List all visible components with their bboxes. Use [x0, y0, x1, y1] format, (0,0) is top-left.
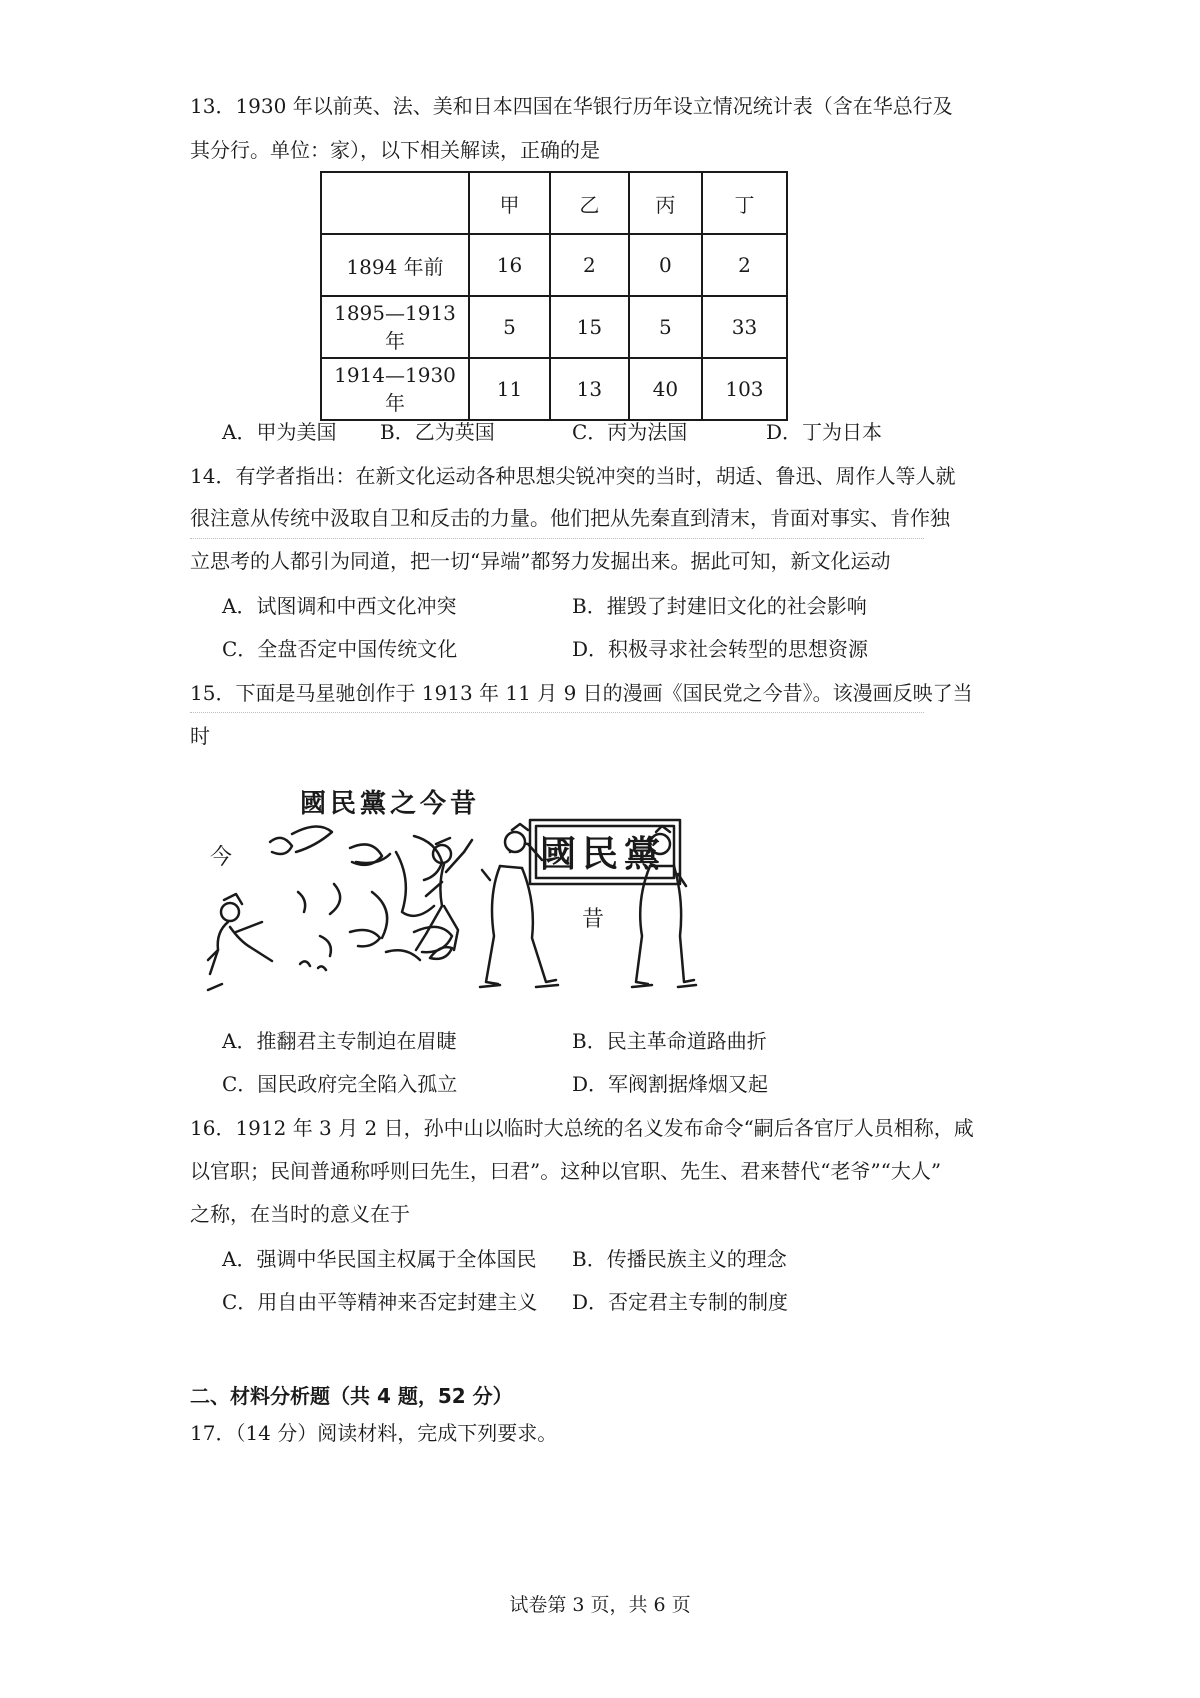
table-cell: 0 [629, 234, 702, 296]
table-cell: 2 [550, 234, 629, 296]
q14-option-a: A．试图调和中西文化冲突 [222, 594, 457, 618]
table-row-label: 1914—1930 年 [321, 358, 469, 420]
cartoon-title: 國民黨之今昔 [300, 789, 481, 819]
q16-option-d: D．否定君主专制的制度 [572, 1290, 789, 1314]
table-row [321, 296, 787, 358]
bank-statistics-table [320, 171, 788, 421]
q15-option-b: B．民主革命道路曲折 [572, 1029, 767, 1053]
q13-option-b: B．乙为英国 [380, 420, 495, 444]
page-footer: 试卷第 3 页，共 6 页 [509, 1594, 691, 1616]
table-row [321, 234, 787, 296]
table-header-cell: 丁 [702, 172, 787, 234]
table-cell: 103 [702, 358, 787, 420]
q14-option-d: D．积极寻求社会转型的思想资源 [572, 637, 869, 661]
table-cell: 16 [469, 234, 550, 296]
section-title: 二、材料分析题（共 4 题，52 分） [190, 1384, 513, 1408]
q16-option-c: C．用自由平等精神来否定封建主义 [222, 1290, 538, 1314]
q16-line-1: 16．1912 年 3 月 2 日，孙中山以临时大总统的名义发布命令“嗣后各官厅人员相称，咸 [190, 1116, 974, 1140]
table-cell: 33 [702, 296, 787, 358]
dotted-rule [190, 712, 924, 713]
table-header-cell: 丙 [629, 172, 702, 234]
table-row-label: 1895—1913 年 [321, 296, 469, 358]
table-header-cell: 乙 [550, 172, 629, 234]
table-header-cell: 甲 [469, 172, 550, 234]
q14-option-b: B．摧毁了封建旧文化的社会影响 [572, 594, 867, 618]
q14-line-1: 14．有学者指出：在新文化运动各种思想尖锐冲突的当时，胡适、鲁迅、周作人等人就 [190, 464, 956, 488]
q13-line-1: 13．1930 年以前英、法、美和日本四国在华银行历年设立情况统计表（含在华总行及 [190, 94, 953, 118]
q15-option-d: D．军阀割据烽烟又起 [572, 1072, 769, 1096]
q15-option-a: A．推翻君主专制迫在眉睫 [222, 1029, 457, 1053]
table-row [321, 358, 787, 420]
table-row-label: 1894 年前 [321, 234, 469, 296]
table-cell: 15 [550, 296, 629, 358]
table-cell: 11 [469, 358, 550, 420]
q16-option-b: B．传播民族主义的理念 [572, 1247, 787, 1271]
cartoon-sign-text: 國民黨 [540, 833, 667, 875]
cartoon-drawing [200, 782, 700, 997]
q14-line-2: 很注意从传统中汲取自卫和反击的力量。他们把从先秦直到清末，肯面对事实、肯作独 [190, 506, 950, 530]
table-cell: 40 [629, 358, 702, 420]
table-cell: 2 [702, 234, 787, 296]
table-cell: 5 [629, 296, 702, 358]
q13-option-a: A．甲为美国 [222, 420, 337, 444]
q16-line-3: 之称，在当时的意义在于 [190, 1202, 410, 1226]
q14-option-c: C．全盘否定中国传统文化 [222, 637, 458, 661]
q17-line-1: 17．（14 分）阅读材料，完成下列要求。 [190, 1421, 558, 1445]
q14-line-3: 立思考的人都引为同道，把一切“异端”都努力发掘出来。据此可知，新文化运动 [190, 549, 891, 573]
cartoon-left-char: 今 [210, 845, 233, 870]
q13-option-c: C．丙为法国 [572, 420, 688, 444]
q13-line-2: 其分行。单位：家），以下相关解读，正确的是 [190, 138, 600, 162]
q15-line-2: 时 [190, 724, 210, 748]
table-header-row [321, 172, 787, 234]
cartoon-right-char: 昔 [582, 907, 605, 932]
dotted-rule [190, 538, 924, 539]
table-cell: 5 [469, 296, 550, 358]
q15-option-c: C．国民政府完全陷入孤立 [222, 1072, 458, 1096]
q16-line-2: 以官职；民间普通称呼则曰先生，曰君”。这种以官职、先生、君来替代“老爷”“大人” [190, 1159, 942, 1183]
q13-option-d: D．丁为日本 [766, 420, 883, 444]
q15-line-1: 15．下面是马星驰创作于 1913 年 11 月 9 日的漫画《国民党之今昔》。该漫画反映了当 [190, 681, 973, 705]
q16-option-a: A．强调中华民国主权属于全体国民 [222, 1247, 537, 1271]
table-cell: 13 [550, 358, 629, 420]
cartoon-image [200, 782, 700, 997]
table-cell [321, 172, 469, 234]
